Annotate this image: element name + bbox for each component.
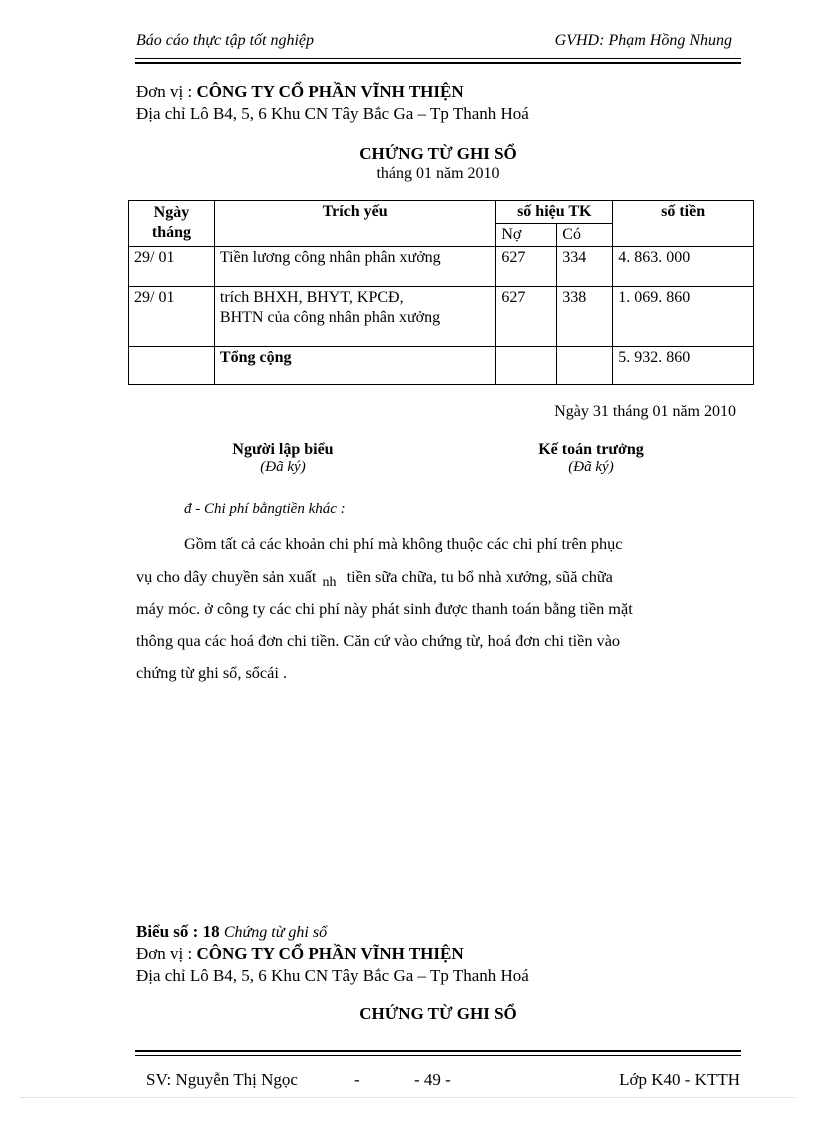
paragraph-line-3: máy móc. ở công ty các chi phí này phát sinh được thanh toán bằng tiền mặt — [136, 599, 633, 618]
row-desc-line-2: BHTN của công nhân phân xưởng — [219, 309, 441, 326]
col-debit-header: Nợ — [496, 224, 557, 247]
header-rule-thick — [135, 62, 741, 64]
col-desc-header: Trích yếu — [214, 201, 495, 247]
footer-student: SV: Nguyễn Thị Ngọc — [146, 1070, 298, 1089]
signature-accountant — [508, 441, 674, 476]
row-debit: 627 — [496, 247, 557, 287]
row-desc: Tiền lương công nhân phân xưởng — [214, 247, 495, 287]
table-row — [129, 247, 754, 287]
paragraph-line-2a: vụ cho dây chuyền sản xuất — [136, 567, 317, 586]
row-debit: 627 — [496, 287, 557, 347]
form2-address: Địa chỉ Lô B4, 5, 6 Khu CN Tây Bắc Ga – Tp Thanh Hoá — [136, 966, 529, 985]
paragraph-line-2 — [136, 561, 740, 595]
voucher-title: CHỨNG TỪ GHI SỔ — [359, 144, 517, 163]
footer-page-number: - 49 - — [414, 1070, 451, 1089]
unit-line — [136, 82, 464, 102]
preparer-title: Người lập biểu — [232, 441, 334, 458]
paragraph-line-2b: tiền sữa chữa, tu bổ nhà xưởng, sũă chữa — [346, 567, 613, 586]
row-desc-line-1: trích BHXH, BHYT, KPCĐ, — [219, 289, 404, 306]
form2-label-line — [136, 922, 327, 942]
header-left: Báo cáo thực tập tốt nghiệp — [136, 32, 315, 49]
col-amount-header: số tiền — [613, 201, 754, 247]
row-credit: 334 — [557, 247, 613, 287]
row-amount: 1. 069. 860 — [613, 287, 754, 347]
col-date-header-2: tháng — [151, 224, 192, 241]
form2-label: Biểu số : 18 — [136, 922, 220, 941]
row-date: 29/ 01 — [129, 247, 215, 287]
col-account-header: số hiệu TK — [496, 201, 613, 224]
voucher-period: tháng 01 năm 2010 — [376, 165, 500, 182]
unit-name: CÔNG TY CỔ PHẦN VĨNH THIỆN — [196, 82, 464, 101]
paragraph-line-5: chứng từ ghi sổ, sổcái . — [136, 663, 288, 682]
row-desc — [214, 287, 495, 347]
table-total-row — [129, 347, 754, 385]
col-credit-header: Có — [557, 224, 613, 247]
voucher-table — [128, 200, 754, 385]
form2-unit-line — [136, 944, 464, 964]
footer-dash: - — [354, 1070, 360, 1089]
row-credit: 338 — [557, 287, 613, 347]
form2-unit-name: CÔNG TY CỔ PHẦN VĨNH THIỆN — [196, 944, 464, 963]
row-date: 29/ 01 — [129, 287, 215, 347]
table-row — [129, 287, 754, 347]
accountant-note: (Đã ký) — [568, 459, 614, 475]
date-line: Ngày 31 tháng 01 năm 2010 — [554, 403, 736, 420]
form2-caption: Chứng từ ghi sổ — [223, 924, 328, 941]
row-amount: 4. 863. 000 — [613, 247, 754, 287]
header-right: GVHD: Phạm Hồng Nhung — [554, 32, 732, 49]
unit-label: Đơn vị : — [136, 82, 197, 101]
page-bottom-divider — [20, 1097, 796, 1098]
paragraph-line-4: thông qua các hoá đơn chi tiền. Căn cứ vào chứng từ, hoá đơn chi tiền vào — [136, 631, 621, 650]
col-date-header-1: Ngày — [153, 204, 190, 221]
unit-address: Địa chỉ Lô B4, 5, 6 Khu CN Tây Bắc Ga – Tp Thanh Hoá — [136, 104, 529, 123]
paragraph-line-1: Gồm tất cả các khoản chi phí mà không thuộc các chi phí trên phục — [184, 534, 623, 553]
signature-preparer — [200, 441, 366, 476]
paragraph-sub-nh: nh — [322, 575, 337, 590]
form2-title: CHỨNG TỪ GHI SỔ — [359, 1004, 517, 1023]
accountant-title: Kế toán trưởng — [538, 441, 644, 458]
footer-class: Lớp K40 - KTTH — [619, 1070, 740, 1089]
preparer-note: (Đã ký) — [260, 459, 306, 475]
col-date-header — [129, 201, 215, 247]
section-heading: đ - Chi phí bằngtiền khác : — [184, 501, 346, 517]
footer-rule-thick — [135, 1050, 741, 1052]
table-header-row — [129, 201, 754, 224]
total-label: Tổng cộng — [214, 347, 495, 385]
footer-rule — [135, 1055, 741, 1056]
total-credit-empty — [557, 347, 613, 385]
total-date-empty — [129, 347, 215, 385]
form2-unit-label: Đơn vị : — [136, 944, 197, 963]
header-rule — [135, 58, 741, 59]
total-debit-empty — [496, 347, 557, 385]
total-amount: 5. 932. 860 — [613, 347, 754, 385]
